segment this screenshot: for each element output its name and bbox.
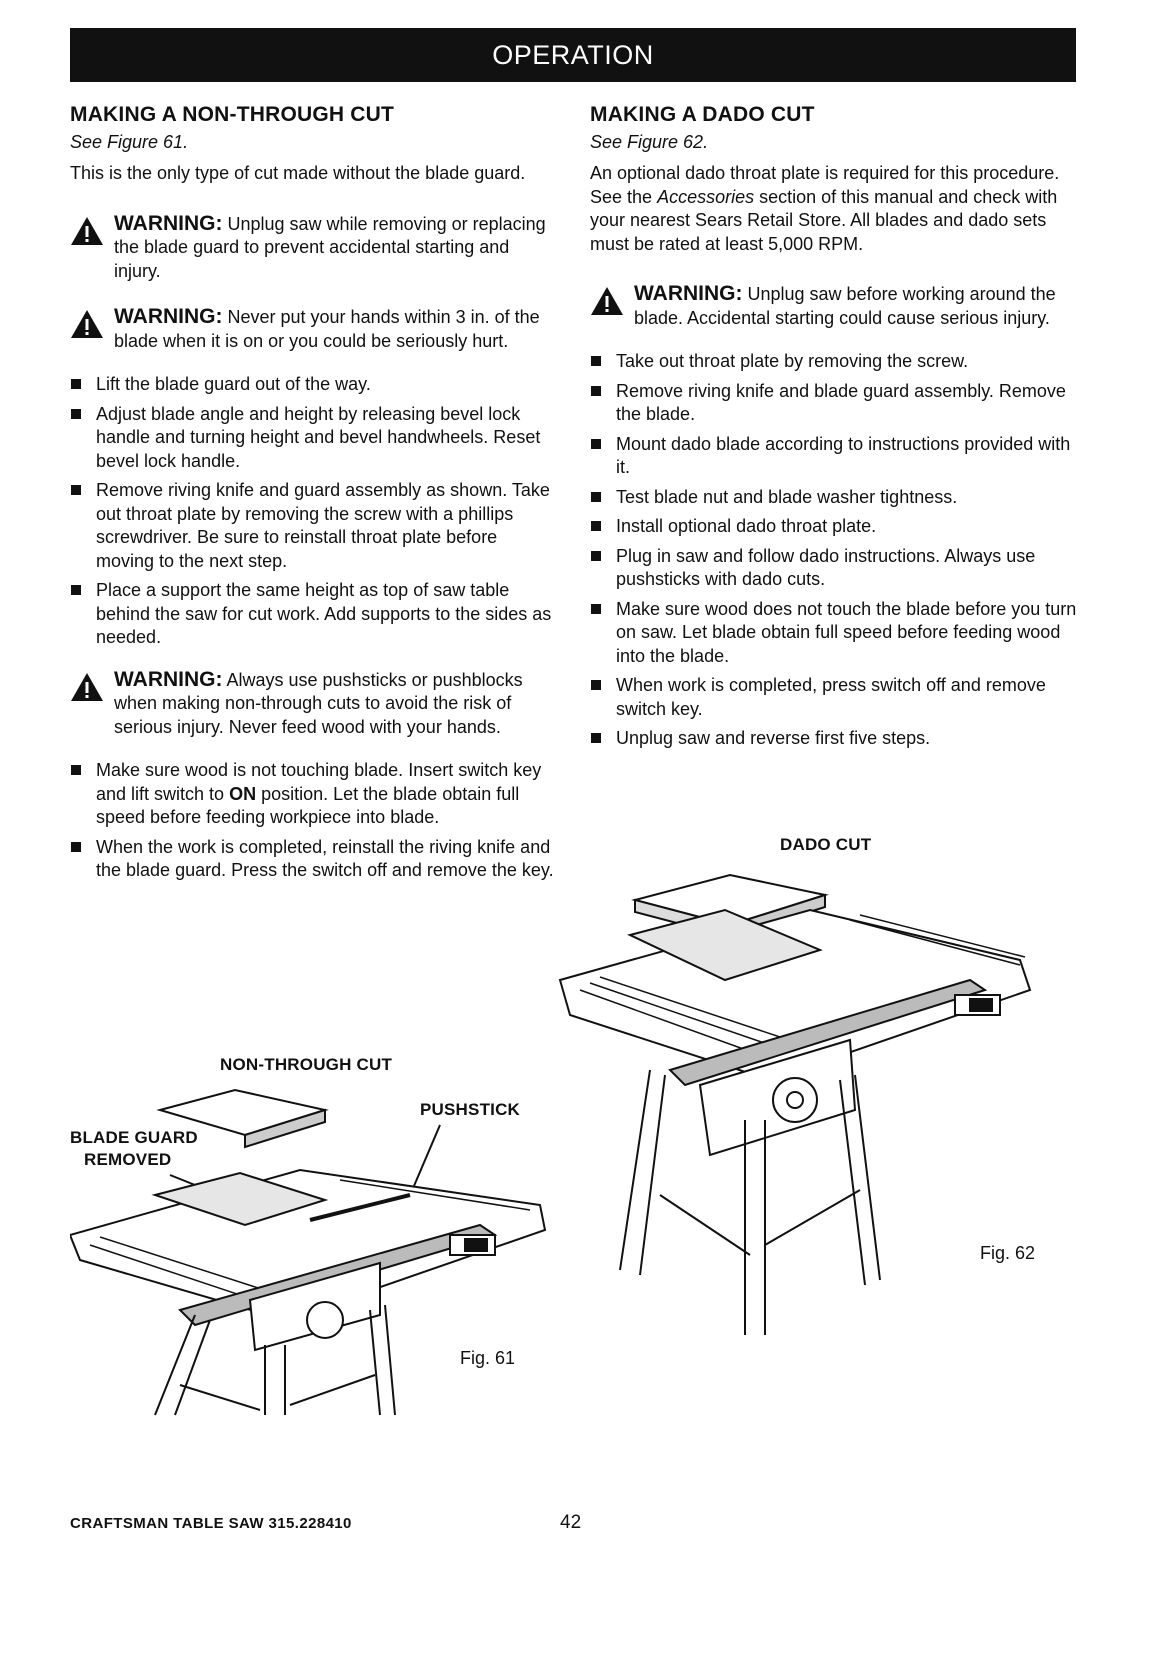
warning-label: WARNING: bbox=[634, 282, 743, 305]
list-item: Make sure wood is not touching blade. Insert switch key and lift switch to ON position. Let the blade obtain full speed before feeding workpiece into blade. bbox=[70, 759, 560, 830]
bullet-square-icon bbox=[71, 585, 81, 595]
steps-list-a bbox=[70, 373, 560, 650]
figure-61-non-through-cut bbox=[70, 1055, 570, 1435]
dado-steps-list bbox=[590, 350, 1080, 751]
list-item: Adjust blade angle and height by releasing bevel lock handle and turning height and bevel handwheels. Reset bevel lock handle. bbox=[70, 403, 560, 474]
list-item: Take out throat plate by removing the screw. bbox=[590, 350, 1080, 374]
figure-number: Fig. 62 bbox=[980, 1243, 1036, 1263]
heading-dado-cut: MAKING A DADO CUT bbox=[590, 103, 815, 126]
list-item: When work is completed, press switch off and remove switch key. bbox=[590, 674, 1080, 721]
bullet-square-icon bbox=[591, 439, 601, 449]
table-saw-non-through-illustration bbox=[70, 1085, 570, 1425]
heading-non-through-cut: MAKING A NON-THROUGH CUT bbox=[70, 103, 395, 126]
warning-triangle-icon bbox=[70, 672, 104, 702]
warning-2 bbox=[70, 305, 560, 353]
warning-triangle-icon bbox=[70, 216, 104, 246]
pushstick-label: PUSHSTICK bbox=[420, 1100, 521, 1119]
intro-paragraph: This is the only type of cut made without the blade guard. bbox=[70, 163, 526, 183]
list-item: Make sure wood does not touch the blade before you turn on saw. Let blade obtain full speed before feeding wood into the blade. bbox=[590, 598, 1080, 669]
warning-text: Always use pushsticks or pushblocks when making non-through cuts to avoid the risk of serious injury. Never feed wood with your hands. bbox=[114, 669, 523, 737]
figure-number: Fig. 61 bbox=[460, 1348, 516, 1368]
figure-caption: DADO CUT bbox=[780, 835, 872, 854]
bullet-square-icon bbox=[591, 386, 601, 396]
figure-caption: NON-THROUGH CUT bbox=[220, 1055, 393, 1074]
list-item: Test blade nut and blade washer tightness. bbox=[590, 486, 1080, 510]
blade-guard-label: BLADE GUARD bbox=[70, 1128, 198, 1147]
list-item: Remove riving knife and guard assembly as shown. Take out throat plate by removing the screw with a phillips screwdriver. Be sure to reinstall throat plate before moving to the next step. bbox=[70, 479, 560, 573]
list-item: Mount dado blade according to instructions provided with it. bbox=[590, 433, 1080, 480]
page-number: 42 bbox=[560, 1512, 582, 1533]
dado-intro-paragraph: An optional dado throat plate is required for this procedure. See the Accessories section of this manual and check with your nearest Sears Retail Store. All blades and dado sets must be rated at least 5,000 RPM. bbox=[590, 163, 1060, 254]
bullet-square-icon bbox=[591, 604, 601, 614]
warning-1 bbox=[70, 212, 560, 284]
bullet-square-icon bbox=[591, 680, 601, 690]
bullet-square-icon bbox=[591, 733, 601, 743]
warning-triangle-icon bbox=[70, 309, 104, 339]
list-item: Place a support the same height as top of saw table behind the saw for cut work. Add supports to the sides as needed. bbox=[70, 579, 560, 650]
bullet-square-icon bbox=[71, 379, 81, 389]
warning-3 bbox=[70, 668, 560, 740]
list-item: Plug in saw and follow dado instructions. Always use pushsticks with dado cuts. bbox=[590, 545, 1080, 592]
steps-list-b bbox=[70, 759, 560, 883]
warning-text: Unplug saw before working around the blade. Accidental starting could cause serious injury. bbox=[634, 284, 1056, 328]
warning-text: Never put your hands within 3 in. of the blade when it is on or you could be seriously hurt. bbox=[114, 307, 540, 351]
see-figure-62: See Figure 62. bbox=[590, 132, 709, 152]
list-item: Lift the blade guard out of the way. bbox=[70, 373, 560, 397]
warning-label: WARNING: bbox=[114, 667, 223, 691]
section-banner: OPERATION bbox=[70, 28, 1076, 82]
bullet-square-icon bbox=[591, 492, 601, 502]
list-item: Install optional dado throat plate. bbox=[590, 515, 1080, 539]
list-item: Remove riving knife and blade guard assembly. Remove the blade. bbox=[590, 380, 1080, 427]
footer-brand bbox=[70, 1515, 352, 1532]
brand-name: CRAFTSMAN bbox=[70, 1515, 169, 1532]
bullet-square-icon bbox=[591, 521, 601, 531]
bullet-square-icon bbox=[71, 842, 81, 852]
list-item: When the work is completed, reinstall the riving knife and the blade guard. Press the switch off and remove the key. bbox=[70, 836, 560, 883]
left-column bbox=[70, 102, 560, 889]
warning-text: Unplug saw while removing or replacing the blade guard to prevent accidental starting and injury. bbox=[114, 213, 546, 281]
figure-62-dado-cut bbox=[550, 835, 1090, 1335]
right-column bbox=[590, 102, 1080, 757]
model-name: TABLE SAW 315.228410 bbox=[168, 1515, 352, 1532]
bullet-square-icon bbox=[71, 409, 81, 419]
warning-dado bbox=[590, 282, 1080, 330]
warning-label: WARNING: bbox=[114, 211, 223, 235]
list-item: Unplug saw and reverse first five steps. bbox=[590, 727, 1080, 751]
bullet-square-icon bbox=[71, 765, 81, 775]
bullet-square-icon bbox=[71, 485, 81, 495]
see-figure-61: See Figure 61. bbox=[70, 132, 189, 152]
bullet-square-icon bbox=[591, 356, 601, 366]
warning-label: WARNING: bbox=[114, 305, 223, 328]
removed-label: REMOVED bbox=[84, 1150, 172, 1169]
bullet-square-icon bbox=[591, 551, 601, 561]
table-saw-dado-illustration bbox=[550, 865, 1090, 1355]
warning-triangle-icon bbox=[590, 286, 624, 316]
